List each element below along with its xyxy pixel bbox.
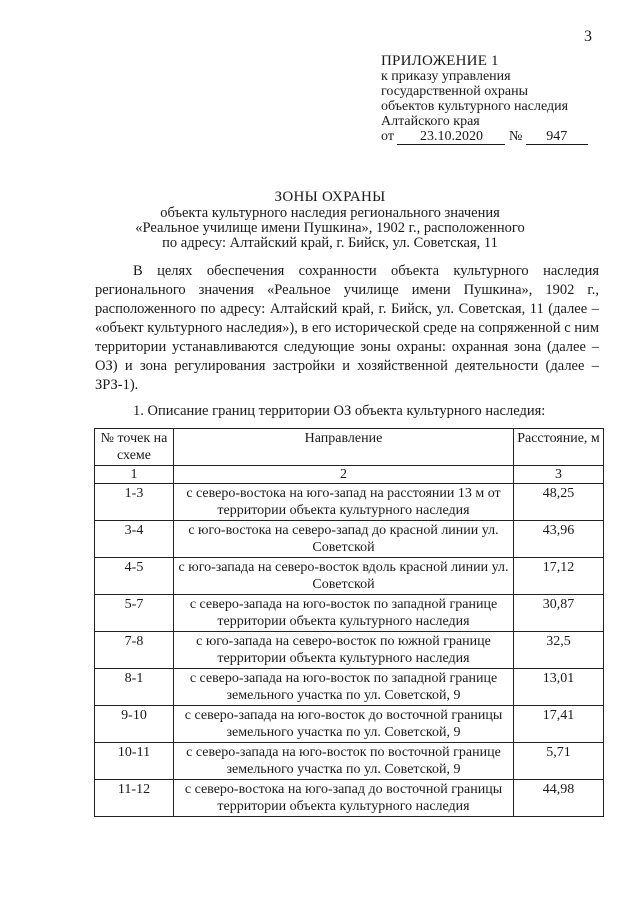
title-heading: ЗОНЫ ОХРАНЫ <box>274 189 386 205</box>
points-cell: 4-5 <box>95 558 174 595</box>
appendix-line: объектов культурного наследия <box>381 99 569 114</box>
index-cell: 2 <box>174 466 514 484</box>
direction-cell: с юго-запада на северо-восток по южной границе территории объекта культурного наследия <box>174 632 514 669</box>
table-row <box>95 743 604 780</box>
table-row <box>95 521 604 558</box>
distance-cell: 17,12 <box>514 558 604 595</box>
direction-cell: с северо-запада на юго-восток по восточной границе земельного участка по ул. Советской, 9 <box>174 743 514 780</box>
distance-cell: 13,01 <box>514 669 604 706</box>
table-index-row <box>95 466 604 484</box>
table-row <box>95 706 604 743</box>
table-row <box>95 780 604 817</box>
points-cell: 10-11 <box>95 743 174 780</box>
zones-table <box>94 428 604 817</box>
table-row <box>95 632 604 669</box>
distance-cell: 43,96 <box>514 521 604 558</box>
table-row <box>95 484 604 521</box>
document-title <box>70 190 590 251</box>
distance-cell: 32,5 <box>514 632 604 669</box>
header-distance: Расстояние, м <box>514 429 604 466</box>
distance-cell: 48,25 <box>514 484 604 521</box>
appendix-block <box>381 54 631 145</box>
order-date: 23.10.2020 <box>397 130 505 145</box>
distance-cell: 5,71 <box>514 743 604 780</box>
title-line: объекта культурного наследия регионального значения <box>160 205 500 221</box>
appendix-date-line <box>381 129 631 145</box>
title-line: по адресу: Алтайский край, г. Бийск, ул. Советская, 11 <box>162 235 498 251</box>
direction-cell: с северо-запада на юго-восток до восточной границы земельного участка по ул. Советской, 9 <box>174 706 514 743</box>
appendix-line: Алтайского края <box>381 114 480 129</box>
points-cell: 5-7 <box>95 595 174 632</box>
title-line: «Реальное училище имени Пушкина», 1902 г., расположенного <box>135 220 525 236</box>
header-direction: Направление <box>174 429 514 466</box>
direction-cell: с северо-запада на юго-восток по западной границе земельного участка по ул. Советской, 9 <box>174 669 514 706</box>
section-heading: 1. Описание границ территории ОЗ объекта культурного наследия: <box>133 403 546 419</box>
points-cell: 1-3 <box>95 484 174 521</box>
points-cell: 11-12 <box>95 780 174 817</box>
distance-cell: 30,87 <box>514 595 604 632</box>
points-cell: 9-10 <box>95 706 174 743</box>
number-label: № <box>508 129 523 144</box>
points-cell: 3-4 <box>95 521 174 558</box>
appendix-line: к приказу управления <box>381 69 511 84</box>
direction-cell: с северо-запада на юго-восток по западной границе территории объекта культурного наследия <box>174 595 514 632</box>
index-cell: 1 <box>95 466 174 484</box>
appendix-line: государственной охраны <box>381 84 529 99</box>
direction-cell: с юго-востока на северо-запад до красной линии ул. Советской <box>174 521 514 558</box>
table-row <box>95 595 604 632</box>
distance-cell: 44,98 <box>514 780 604 817</box>
table-header-row <box>95 429 604 466</box>
points-cell: 7-8 <box>95 632 174 669</box>
intro-paragraph: В целях обеспечения сохранности объекта культурного наследия регионального значения «Реальное училище имени Пушкина», 1902 г., расположенного по адресу: Алтайский край, г. Бийск, ул. Советская, 11 (далее – «объект культурного наследия»), в его исторической среде на сопряженной с ним территории устанавливаются следующие зоны охраны: охранная зона (далее – ОЗ) и зона регулирования застройки и хозяйственной деятельности (далее – ЗРЗ-1). <box>95 263 599 393</box>
order-number: 947 <box>526 130 588 145</box>
direction-cell: с юго-запада на северо-восток вдоль красной линии ул. Советской <box>174 558 514 595</box>
points-cell: 8-1 <box>95 669 174 706</box>
appendix-title: ПРИЛОЖЕНИЕ 1 <box>381 53 499 69</box>
index-cell: 3 <box>514 466 604 484</box>
direction-cell: с северо-востока на юго-запад на расстоянии 13 м от территории объекта культурного наследия <box>174 484 514 521</box>
distance-cell: 17,41 <box>514 706 604 743</box>
direction-cell: с северо-востока на юго-запад до восточной границы территории объекта культурного наследия <box>174 780 514 817</box>
date-prefix: от <box>381 129 394 144</box>
page-number: 3 <box>584 28 592 45</box>
table-row <box>95 669 604 706</box>
table-row <box>95 558 604 595</box>
header-points: № точек на схеме <box>95 429 174 466</box>
